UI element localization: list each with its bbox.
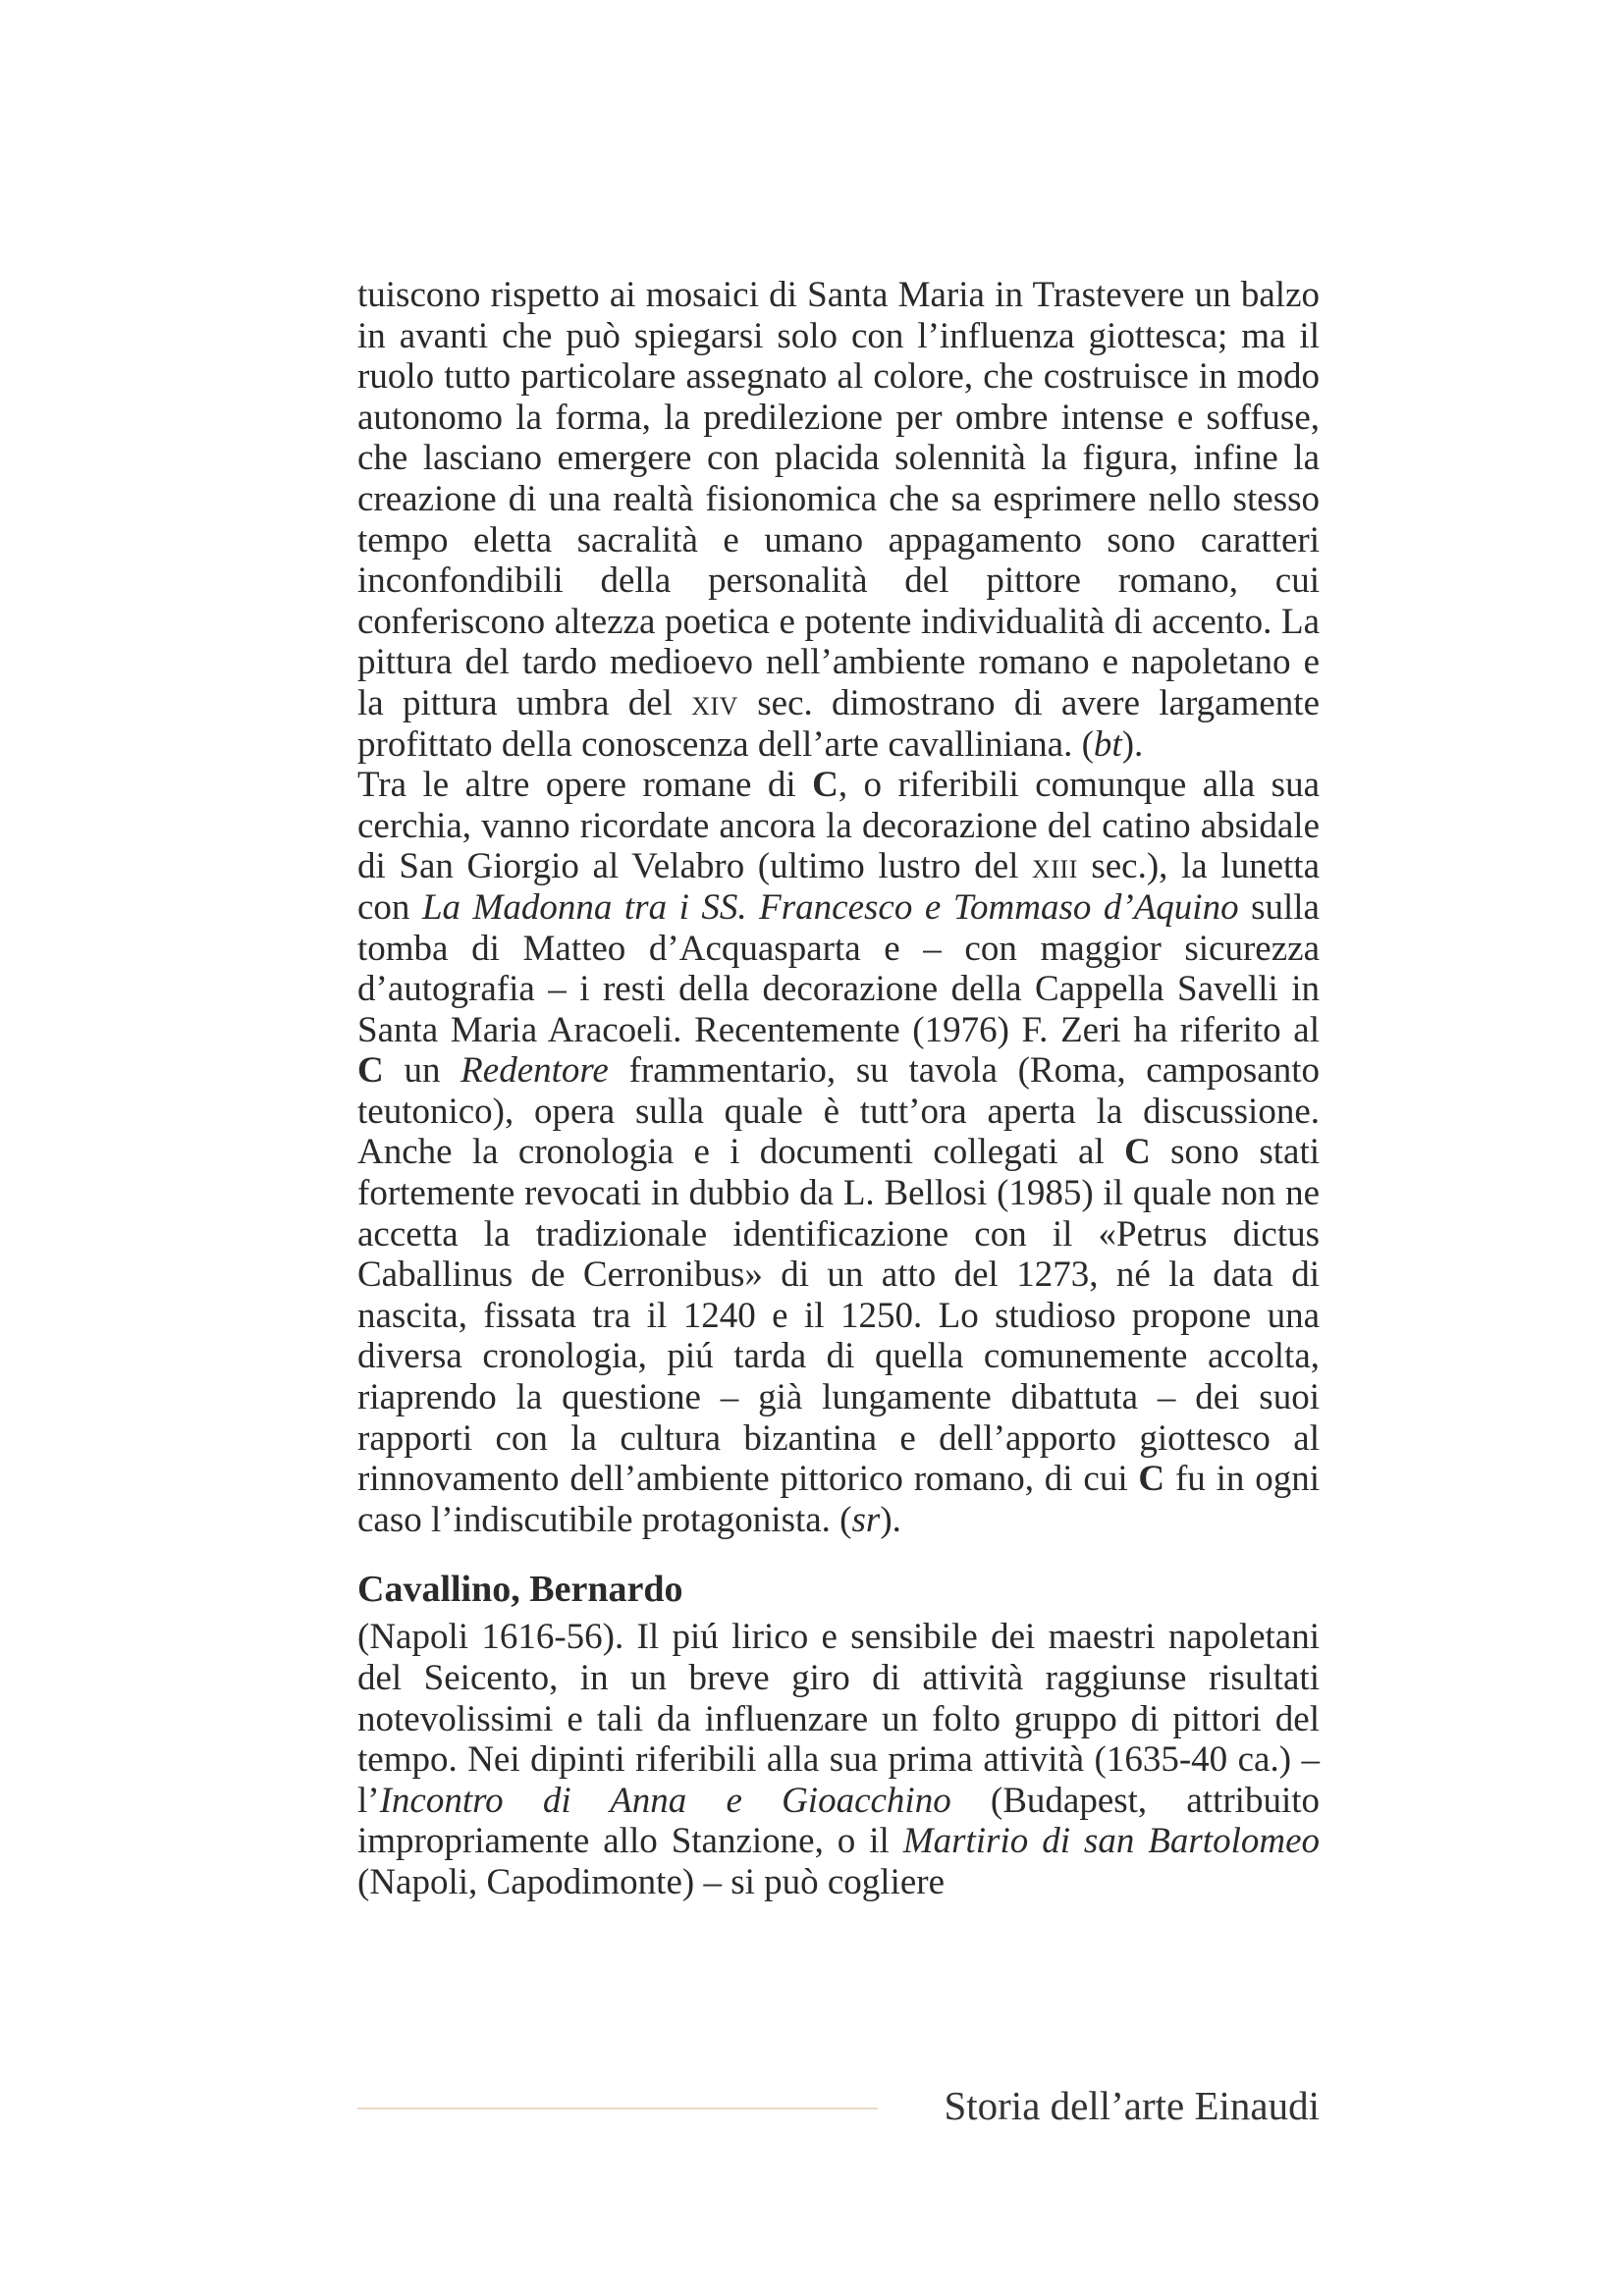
text-run: sono stati fortemente revocati in dubbio da L. Bellosi (1985) il quale non ne accetta la tradizionale identificazione con il «Petrus dictus Caballinus de Cerronibus» di un atto del 1273, né la data di nascita, fissata tra il 1240 e il 1250. Lo studioso propone una diversa cronologia, piú tarda di quella comunemente accolta, riaprendo la questione – già lungamente dibattuta – dei suoi rapporti con la cultura bizantina e dell’apporto giottesco al rinnovamento dell’ambiente pittorico romano, di cui bbox=[357, 1132, 1321, 1500]
text-run: ). bbox=[1121, 723, 1144, 765]
text-run: sec. dimostrano di avere largamente profittato della conoscenza dell’arte cavalliniana. ( bbox=[357, 682, 1320, 765]
century-numeral: xiv bbox=[691, 682, 738, 723]
text-run: un bbox=[383, 1050, 461, 1092]
page-footer bbox=[357, 2081, 1320, 2130]
subject-abbrev: C bbox=[812, 765, 839, 806]
paragraph-entry-body bbox=[357, 1617, 1320, 1902]
text-run: Tra le altre opere romane di bbox=[357, 765, 813, 806]
paragraph-continuation bbox=[357, 275, 1320, 765]
text-run: (Napoli, Capodimonte) – si può cogliere bbox=[357, 1861, 946, 1902]
artwork-title: La Madonna tra i SS. Francesco e Tommaso d’Aquino bbox=[421, 886, 1239, 928]
entry-heading: Cavallino, Bernardo bbox=[357, 1569, 683, 1611]
text-run: sulla tomba di Matteo d’Acquasparta e – con maggior sicurezza d’autografia – i resti della decorazione della Cappella Savelli in Santa Maria Aracoeli. Recentemente (1976) F. Zeri ha riferito al bbox=[357, 886, 1320, 1050]
century-numeral: xiii bbox=[1032, 846, 1078, 887]
footer-title: Storia dell’arte Einaudi bbox=[944, 2083, 1320, 2128]
subject-abbrev: C bbox=[357, 1050, 384, 1092]
text-run: fu in ogni caso l’indiscutibile protagonista. ( bbox=[357, 1459, 1320, 1540]
text-run: ). bbox=[880, 1499, 901, 1540]
author-initials: sr bbox=[851, 1499, 881, 1540]
text-run: frammentario, su tavola (Roma, camposanto teutonico), opera sulla quale è tutt’ora aperta la discussione. Anche la cronologia e i documenti collegati al bbox=[357, 1050, 1321, 1173]
text-run: , o riferibili comunque alla sua cerchia, vanno ricordate ancora la decorazione del catino absidale di San Giorgio al Velabro (ultimo lustro del bbox=[357, 765, 1320, 887]
artwork-title: Incontro di Anna e Gioacchino bbox=[379, 1780, 951, 1821]
text-column bbox=[357, 275, 1320, 1903]
artwork-title: Redentore bbox=[460, 1050, 609, 1092]
text-run: sec.), la lunetta con bbox=[357, 846, 1321, 928]
subject-abbrev: C bbox=[1138, 1459, 1165, 1500]
text-run: (Budapest, attribuito impropriamente allo Stanzione, o il bbox=[357, 1780, 1321, 1862]
paragraph-other-works bbox=[357, 765, 1320, 1540]
subject-abbrev: C bbox=[1124, 1132, 1151, 1173]
author-initials: bt bbox=[1093, 723, 1122, 765]
footer-rule bbox=[357, 2108, 878, 2109]
text-run: (Napoli 1616-56). Il piú lirico e sensibile dei maestri napoletani del Seicento, in un breve giro di attività raggiunse risultati notevolissimi e tali da influenzare un folto gruppo di pittori del tempo. Nei dipinti riferibili alla sua prima attività (1635-40 ca.) – l’ bbox=[357, 1617, 1320, 1821]
text-run: tuiscono rispetto ai mosaici di Santa Maria in Trastevere un balzo in avanti che può spiegarsi solo con l’influenza giottesca; ma il ruolo tutto particolare assegnato al colore, che costruisce in modo autonomo la forma, la predilezione per ombre intense e soffuse, che lasciano emergere con placida solennità la figura, infine la creazione di una realtà fisionomica che sa esprimere nello stesso tempo eletta sacralità e umano appagamento sono caratteri inconfondibili della personalità del pittore romano, cui conferiscono altezza poetica e potente individualità di accento. La pittura del tardo medioevo nell’ambiente romano e napoletano e la pittura umbra del bbox=[357, 275, 1320, 723]
artwork-title: Martirio di san Bartolomeo bbox=[902, 1821, 1320, 1862]
